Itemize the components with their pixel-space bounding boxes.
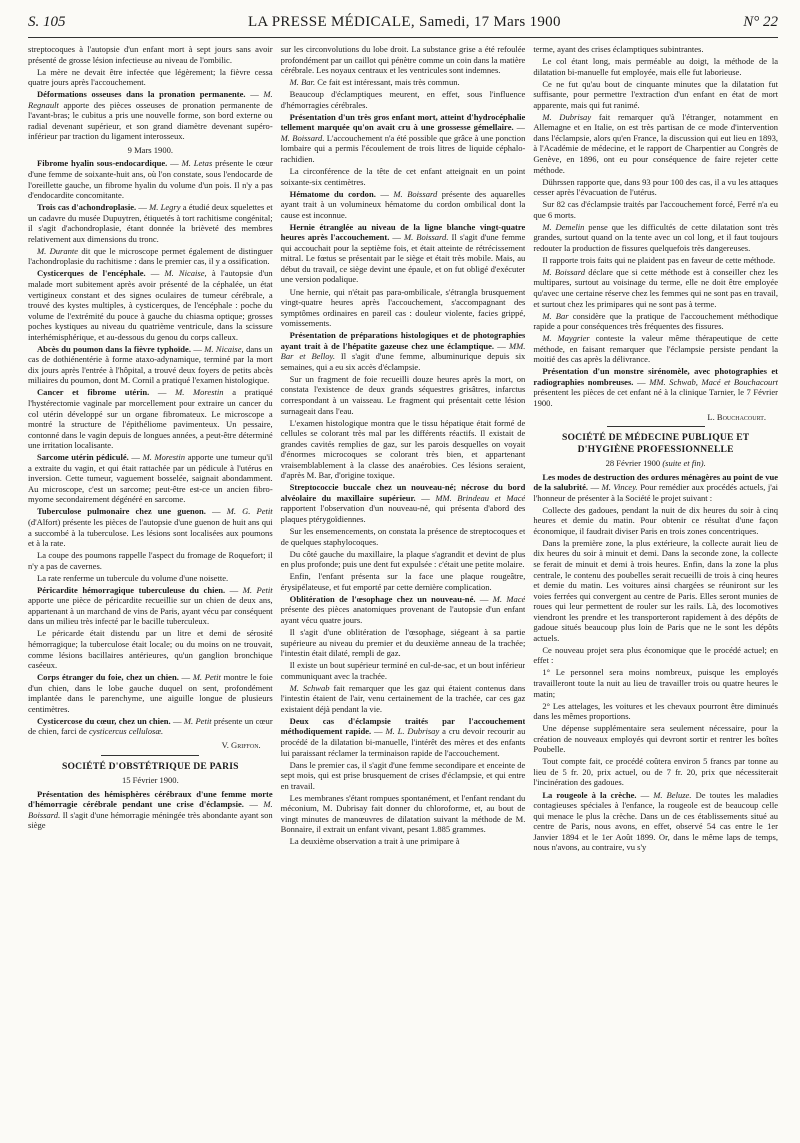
paragraph: Le col étant long, mais perméable au doigt, la méthode de la dilatation bi-manuelle fut employée, mais elle fut laborieuse. (533, 56, 779, 77)
article: Présentation d'un très gros enfant mort, atteint d'hydrocéphalie tellement marquée qu'on avait cru à une grossesse gémellaire. — M. Boissard. L'accouchement n'a été possible que grâce à une ponction lombaire qui a permis l'écoulement de trois litres de liquide céphalo-rachidien. (280, 111, 526, 164)
article-title: Présentation de préparations histologiques et de photographies ayant trait à de l'hépatite gazeuse chez une éclamptique. (280, 330, 526, 351)
column-1 (28, 44, 273, 1133)
signature: L. Bouchacourt. (707, 411, 767, 422)
article-text: présente le cœur d'une femme de soixante-huit ans, où l'on constate, sous l'endocarde de l'oreillette gauche, un fibrome hyalin du volume d'un pois. Il n'y a pas d'endocardite concomitante. (28, 158, 273, 201)
article-text: L'accouchement n'a été possible que grâce à une ponction lombaire qui a permis l'écoulement de trois litres de liquide céphalo-rachidien. (280, 132, 526, 164)
article-text: apporte des pièces osseuses de pronation permanente de l'avant-bras; le cubitus a pris une nouvelle forme, son bord externe ou radial devenant supérieur, et son grand diamètre devenant supéro-inférieur par traction du ligament interosseux. (28, 99, 273, 142)
article-author: M. Boissard. (280, 132, 325, 143)
article-title: Fibrome hyalin sous-endocardique. (37, 158, 168, 169)
paragraph: Les membranes s'étant rompues spontanément, et l'enfant rendant du méconium, M. Dubrisay fait donner du chloroforme, et, au bout de vingt minutes de manœuvres de dilatation suivant la méthode de M. Bonnaire, il extrait un enfant vivant, pesant 1.885 grammes. (280, 792, 526, 835)
paragraph (281, 683, 526, 715)
paragraph: Du côté gauche du maxillaire, la plaque s'agrandit et devint de plus en plus profonde; puis une dent fut expulsée : c'était une petite molaire. (280, 548, 526, 570)
article-title: La rougeole à la crèche. (542, 789, 637, 800)
article-text: (d'Alfort) présente les pièces de l'autopsie d'une guenon de huit ans qui a succombé à la tuberculose. Les lésions sont localisées aux poumons et à la rate. (28, 517, 273, 549)
article-author: M. Maygrier (542, 333, 590, 344)
paragraph: Sur un fragment de foie recueilli douze heures après la mort, on constata l'existence de deux grands séquestres grisâtres, infarctus correspondant à un vaisseau. Le fragment qui présentait cette lésion surnageait dans l'eau. (280, 373, 526, 416)
article-author: M. Petit (242, 584, 273, 595)
article-author: M. Boissard (393, 188, 438, 199)
article-title: Sarcome utérin pédiculé. (37, 452, 129, 463)
paragraph: 2° Les attelages, les voitures et les chevaux pourront être diminués dans les mêmes proportions. (533, 700, 779, 722)
article-text: pense que les difficultés de cette dilatation sont très grandes, surtout quand on la tente avec un col long, et il faut toujours redouter la production de fissures quelquefois très dangereuses. (533, 221, 779, 253)
article-title: Péricardite hémorragique tuberculeuse du chien. (37, 584, 226, 595)
paragraph: La deuxième observation a trait à une primipare à (289, 836, 460, 847)
header-rule (28, 37, 778, 38)
article: Hématome du cordon. — M. Boissard présente des aquarelles ayant trait à un volumineux hématome du cordon ombilical dont la cause est inconnue. (280, 188, 526, 220)
article: Trois cas d'achondroplasie. — M. Legry a étudié deux squelettes et un cadavre du musée Dupuytren, étiquetés à tort rachitisme congénital; il s'agit d'achondroplasie, étant donnée la brièveté des membres relativement aux dimensions du tronc. (28, 202, 273, 244)
article: Péricardite hémorragique tuberculeuse du chien. — M. Petit apporte une pièce de péricardite recueillie sur un chien de deux ans, appartenant à un marchand de vins de Paris, ayant vécu par conséquent dans un milieu très infecté par le bacille tuberculeux. (28, 584, 273, 627)
article-author: M. Schwab (289, 682, 330, 693)
article-text: déclare que si cette méthode est à conseiller chez les multipares, surtout au voisinage du terme, elle ne doit être employée qu'avec une certaine réserve chez les femmes qui ne sont pas en travail, et surtout chez les primipares qui ne sont pas à terme. (533, 266, 779, 309)
article-text: Il s'agit d'une femme qui accouchait pour la septième fois, et était atteinte de rétrécissement mitral. Le fœtus se présentait par le siège et était très mobile. Mais, au début du travail, ce siège devint une épaule, et on fut obligé d'exécuter une version podalique. (280, 232, 526, 285)
paragraph (28, 246, 273, 267)
article-author: MM. Bar et Belloy. (280, 340, 526, 362)
article-author: M. Boissard (542, 266, 585, 277)
article-author: M. L. Dubrisay (385, 726, 440, 737)
paragraph: Une dépense supplémentaire sera seulement nécessaire, pour la création de nouveaux employés qui devront sortir et rentrer les boîtes Poubelle. (533, 723, 779, 755)
article-author: MM. Brindeau et Macé (435, 492, 526, 503)
article-text: considère que la pratique de l'accouchement méthodique rapide a pour conséquences très fréquentes des fissures. (533, 310, 779, 332)
session-date-text: 28 Février 1900 (605, 458, 661, 469)
paragraph: Dans le premier cas, il s'agit d'une femme secondipare et enceinte de sept mois, qui est prise brusquement de crises d'éclampsie, et qui entre en travail. (280, 759, 526, 791)
page-number: S. 105 (28, 14, 66, 30)
paragraph: La mère ne devait être infectée que légèrement; la fièvre cessa quatre jours après l'accouchement. (28, 66, 273, 88)
article: Présentation d'un monstre sirénomèle, avec photographies et radiographies nombreuses. — MM. Schwab, Macé et Bouchacourt présentent les pièces de cet enfant né à la clinique Tarnier, le 7 Février 1900. (533, 366, 779, 408)
article-title: Cancer et fibrome utérin. (37, 387, 150, 398)
article: Cancer et fibrome utérin. — M. Morestin a pratiqué l'hystérectomie vaginale par morcellement pour extraire un cancer du col utérin développé sur un organe fibromateux. Le microscope a montré la structure de l'épithéliome pavimenteux. Un pessaire, contonné dans le vagin depuis de longues années, a peut-être déterminé une irritation localisante. (28, 387, 273, 451)
paragraph: Sur les ensemencements, on constata la présence de streptocoques et de quelques staphylocoques. (280, 526, 526, 547)
article-title: Cysticercose du cœur, chez un chien. (37, 715, 171, 726)
article-text: De toutes les maladies contagieuses spéciales à l'enfance, la rougeole est de beaucoup celle qui menace le plus la crèche. Dans un de ces établissements situé au centre de Paris, nous avons, en effet, observé 54 cas entre le 1er Janvier 1894 et le 1er Août 1899. Or, dans le même laps de temps, nous n'avons, au contraire, vu s'y (533, 789, 779, 853)
paragraph: sur les circonvolutions du lobe droit. La substance grise a été refoulée profondément par un caillot qui pénètre comme un coin dans la matière cérébrale. Les noyaux centraux et les ventricules sont indemnes. (280, 44, 526, 76)
article-text: Pour remédier aux procédés actuels, j'ai l'honneur de présenter à la Société le projet suivant : (533, 482, 778, 503)
article: Tuberculose pulmonaire chez une guenon. — M. G. Petit (d'Alfort) présente les pièces de l'autopsie d'une guenon de huit ans qui a succombé à la tuberculose. Les lésions sont localisées aux poumons et à la rate. (28, 506, 273, 549)
article-text: dit que le microscope permet également de distinguer l'achondroplasie du rachitisme : dans le premier cas, il y a ossification. (28, 245, 273, 267)
article-title: Hématome du cordon. (289, 188, 376, 199)
article-author: M. G. Petit (226, 506, 273, 517)
article: Sarcome utérin pédiculé. — M. Morestin apporte une tumeur qu'il a extraite du vagin, et qui était rattachée par un pédicule à l'utérus en inversion. Cette tumeur, vaguement bosselée, saignait abondamment. Au microscope, c'est un sarcome; peut-être est-ce un ancien fibro-myome secondairement dégénéré en sarcome. (28, 452, 273, 505)
paragraph: 1° Le personnel sera moins nombreux, puisque les employés travailleront toute la nuit au lieu de travailler trois ou quatre heures le matin; (533, 667, 779, 699)
article-title: Oblitération de l'œsophage chez un nouveau-né. (289, 593, 476, 604)
article-author: M. Macé (492, 593, 526, 604)
article-author: M. Petit (192, 672, 221, 683)
paragraph: Dührssen rapporte que, dans 93 pour 100 des cas, il a vu les attaques cesser après l'évacuation de l'utérus. (533, 176, 779, 198)
paragraph (533, 112, 778, 175)
paragraph (533, 222, 778, 254)
article-author: M. Nicaise, (204, 343, 244, 354)
paragraph: La coupe des poumons rappelle l'aspect du fromage de Roquefort; il n'y a pas de cavernes. (28, 550, 273, 571)
journal-title: LA PRESSE MÉDICALE, Samedi, 17 Mars 1900 (247, 14, 561, 30)
article-text: montre le foie d'un chien, dans le lobe gauche duquel on sent, profondément implantée dans le parenchyme, une aiguille longue de plusieurs centimètres. (28, 672, 273, 714)
paragraph: Ce ne fut qu'au bout de cinquante minutes que la dilatation fut suffisante, pour permettre l'extraction d'un enfant en état de mort apparente, mais qui fut ranimé. (533, 78, 779, 110)
article: Présentation des hémisphères cérébraux d'une femme morte d'hémorragie cérébrale pendant une crise d'éclampsie. — M. Boissard. Il s'agit d'une hémorragie méningée très abondante ayant son siège (28, 788, 273, 831)
paragraph: Il rapporte trois faits qui ne plaident pas en faveur de cette méthode. (542, 254, 776, 265)
column-3 (533, 44, 778, 1133)
issue-number: N° 22 (743, 14, 778, 30)
article-text: fait remarquer qu'à l'étranger, notamment en Allemagne et en Italie, on est très partisan de ce mode d'intervention dans l'éclampsie, alors qu'en France, la discussion qui eut lieu en 1893, à l'Académie de médecine, et le rapport de Charpentier au Congrès de Genève, en 1896, ont eu pour conséquence de faire rejeter cette méthode. (533, 111, 779, 175)
article-text: a cru devoir recourir au procédé de la dilatation bi-manuelle, l'intérêt des mères et des enfants lui paraissant réclamer la terminaison rapide de l'accouchement. (280, 726, 526, 758)
article-text-italic: cysticercus cellulosæ. (88, 726, 164, 737)
article-text: a étudié deux squelettes et un cadavre du musée Dupuytren, étiquetés à tort rachitisme congénital; il s'agit d'achondroplasie, étant donnée la brièveté des membres relativement aux dimensions du tronc. (28, 202, 273, 244)
article-author: M. Morestin (142, 452, 186, 463)
article: Déformations osseuses dans la pronation permanente. — M. Regnault apporte des pièces osseuses de pronation permanente de l'avant-bras; le cubitus a pris une nouvelle forme, son bord externe ou radial devenant supérieur, et son grand diamètre devenant supéro-inférieur par traction du ligament interosseux. (28, 89, 273, 142)
article-author: M. Regnault (28, 89, 273, 110)
paragraph: Il existe un bout supérieur terminé en cul-de-sac, et un bout inférieur communiquant avec la trachée. (280, 660, 526, 681)
paragraph: Collecte des gadoues, pendant la nuit de dix heures du soir à cinq heures et demie du matin. Pour obtenir ce résultat d'une façon économique, il faudrait diviser Paris en trois zones concentriques. (533, 504, 779, 536)
article-text: fait remarquer que les gaz qui étaient contenus dans l'intestin étaient de l'air, venu certainement de la trachée, car ces gaz existaient déjà pendant la vie. (280, 682, 526, 714)
session-date: 9 Mars 1900. (127, 144, 173, 155)
article-title: Hernie étranglée au niveau de la ligne blanche vingt-quatre heures après l'accouchement. (280, 221, 526, 243)
article-author: M. Boissard. (28, 799, 273, 820)
article-title: Deux cas d'éclampsie traités par l'accouchement méthodiquement rapide. (280, 715, 526, 737)
article-title: Présentation d'un très gros enfant mort, atteint d'hydrocéphalie tellement marquée qu'on avait cru à une grossesse gémellaire. (280, 111, 526, 133)
article-author: M. Demelin (542, 221, 585, 232)
paragraph: Ce nouveau projet sera plus économique que le procédé actuel; en effet : (533, 644, 779, 666)
article-author: M. Durante (37, 245, 79, 256)
article-text: apporte une pièce de péricardite recueillie sur un chien de deux ans, appartenant à un marchand de vins de Paris, ayant vécu par conséquent dans un milieu très infecté par le bacille tuberculeux. (28, 595, 273, 627)
article-text: à l'autopsie d'un malade mort subitement après avoir présenté de la céphalée, un état vertigineux constant et des signes oculaires de tumeur cérébrale, a trouvé des kystes multiples, à cysticerques, de l'encéphale : poche du volume de l'extrémité du pouce à gauche du chiasma optique; grosses poches kystiques au niveau du quatrième ventricule, dans la scissure interhémisphérique, et au-dessous du genou du corps calleux. (28, 268, 273, 342)
article-title: Corps étranger du foie, chez un chien. (37, 672, 179, 683)
article-text: dans un cas de dothiénentérie à forme ataxo-adynamique, terminé par la mort dix jours après l'entrée à l'hôpital, a trouvé deux foyers de petits abcès miliaires du poumon, dont M. Cornil a pratiqué l'examen histologique. (28, 343, 273, 386)
paragraph: terme, ayant des crises éclamptiques subintrantes. (533, 44, 704, 54)
article-author: M. Boissard. (403, 232, 449, 243)
paragraph: streptocoques à l'autopsie d'un enfant mort à sept jours sans avoir présenté de grosse lésion infectieuse au niveau de l'ombilic. (28, 44, 273, 65)
paragraph (533, 311, 778, 332)
paragraph: Le péricarde était distendu par un litre et demi de sérosité hémorragique; la tuberculose était locale; ou du moins on ne trouvait, comme lésions bacillaires antérieures, qu'un ganglion bronchique caséeux. (28, 628, 273, 671)
article-author: M. Legry (149, 202, 181, 213)
column-2 (281, 44, 526, 1133)
article-text: Il s'agit d'une hémorragie méningée très abondante ayant son siège (28, 809, 273, 831)
page-header (28, 14, 778, 36)
article-title: Présentation d'un monstre sirénomèle, avec photographies et radiographies nombreuses. (533, 366, 779, 387)
article: Cysticerques de l'encéphale. — M. Nicaise, à l'autopsie d'un malade mort subitement après avoir présenté de la céphalée, un état vertigineux constant et des signes oculaires de tumeur cérébrale, a trouvé des kystes multiples, à cysticerques, de l'encéphale : poche du volume de l'extrémité du pouce à gauche du chiasma optique; grosses poches kystiques au niveau du quatrième ventricule, dans la scissure interhémisphérique, et au-dessous du genou du corps calleux. (28, 268, 273, 342)
paragraph (281, 77, 526, 88)
paragraph: Il s'agit d'une oblitération de l'œsophage, siégeant à sa partie supérieure au niveau du premier et du deuxième anneau de la trachée; l'intestin était dilaté, rempli de gaz. (280, 626, 526, 659)
article-author: M. Nicaise, (164, 268, 207, 279)
article: Deux cas d'éclampsie traités par l'accouchement méthodiquement rapide. — M. L. Dubrisay a cru devoir recourir au procédé de la dilatation bi-manuelle, l'intérêt des mères et des enfants lui paraissant réclamer la terminaison rapide de l'accouchement. (280, 715, 526, 758)
article-text: a pratiqué l'hystérectomie vaginale par morcellement pour extraire un cancer du col utérin développé sur un organe fibromateux. Le microscope a montré la structure de l'épithéliome pavimenteux. Un pessaire, contonné dans le vagin depuis de longues années, a peut-être déterminé une irritation localisante. (28, 387, 273, 451)
article: Abcès du poumon dans la fièvre typhoïde. — M. Nicaise, dans un cas de dothiénentérie à forme ataxo-adynamique, terminé par la mort dix jours après l'entrée à l'hôpital, a trouvé deux foyers de petits abcès miliaires du poumon, dont M. Cornil a pratiqué l'examen histologique. (28, 343, 273, 386)
article-title: Déformations osseuses dans la pronation permanente. (37, 89, 246, 100)
article-text: Ce fait est intéressant, mais très commun. (317, 77, 460, 88)
paragraph: La circonférence de la tête de cet enfant atteignait en un point soixante-six centimètres. (280, 166, 526, 187)
article-text: présentent les pièces de cet enfant né à la clinique Tarnier, le 7 Février 1900. (533, 387, 779, 408)
article-title: Abcès du poumon dans la fièvre typhoïde. (37, 343, 191, 354)
article: Hernie étranglée au niveau de la ligne blanche vingt-quatre heures après l'accouchement. — M. Boissard. Il s'agit d'une femme qui accouchait pour la septième fois, et était atteinte de rétrécissement mitral. Le fœtus se présentait par le siège et était très mobile. Mais, au début du travail, ce siège devint une épaule, et on fut obligé d'exécuter une version podalique. (280, 221, 526, 285)
article: Streptococcie buccale chez un nouveau-né; nécrose du bord alvéolaire du maxillaire supérieur. — MM. Brindeau et Macé rapportent l'observation d'un nouveau-né, qui présenta d'abord des plaques ptérygoïdiennes. (280, 482, 526, 525)
article-text: présente un cœur de chien, farci de (28, 715, 273, 737)
article-author: M. Bar (542, 310, 569, 321)
session-date: 15 Février 1900. (121, 775, 179, 785)
article-title: Les modes de destruction des ordures ménagères au point de vue de la salubrité. (533, 471, 779, 493)
article-text: présente des aquarelles ayant trait à un volumineux hématome du cordon ombilical dont la cause est inconnue. (280, 188, 526, 220)
society-title: SOCIÉTÉ D'OBSTÉTRIQUE DE PARIS (61, 760, 239, 772)
society-title: SOCIÉTÉ DE MÉDECINE PUBLIQUE ET D'HYGIÈNE PROFESSIONNELLE (561, 432, 750, 455)
article-text: présente des pièces anatomiques provenant de l'autopsie d'un enfant ayant vécu quatre jours. (280, 604, 526, 625)
paragraph: Une hernie, qui n'était pas para-ombilicale, s'étrangla brusquement vingt-quatre heures après l'accouchement, s'accompagnant des symptômes ordinaires en pareil cas : douleur violente, facies grippé, vomissements. (280, 286, 526, 329)
article-title: Cysticerques de l'encéphale. (37, 268, 146, 279)
article-text: Il s'agit d'une femme, albuminurique depuis six semaines, qui a eu six accès d'éclampsie. (280, 351, 526, 372)
article-text: rapportent l'observation d'un nouveau-né, qui présenta d'abord des plaques ptérygoïdiennes. (280, 503, 526, 525)
article-text: conteste la valeur même thérapeutique de cette méthode, en faisant remarquer que l'éclampsie persiste pendant la moitié des cas après la délivrance. (533, 333, 779, 365)
article-author: M. Vincey. (601, 482, 638, 493)
article-title: Streptococcie buccale chez un nouveau-né; nécrose du bord alvéolaire du maxillaire supérieur. (280, 482, 526, 503)
paragraph (533, 267, 778, 309)
paragraph (533, 333, 778, 365)
article-author: M. Dubrisay (542, 111, 592, 122)
paragraph: Enfin, l'enfant présenta sur la face une plaque rougeâtre, érysipélateuse, et fut emporté par cette dernière complication. (280, 571, 526, 592)
session-date (533, 458, 778, 469)
paragraph: Tout compte fait, ce procédé coûtera environ 5 francs par tonne au lieu de 5 fr. 20, prix actuel, ou de 7 fr. 20, prix que nécessiterait l'incinération des gadoues. (533, 756, 779, 788)
article-title: Trois cas d'achondroplasie. (37, 202, 137, 213)
article-author: MM. Schwab, Macé et Bouchacourt (649, 376, 779, 387)
paragraph: Sur 82 cas d'éclampsie traités par l'accouchement forcé, Ferré n'a eu que 6 morts. (533, 199, 779, 220)
article-author: M. Petit (183, 715, 212, 726)
article: Corps étranger du foie, chez un chien. — M. Petit montre le foie d'un chien, dans le lobe gauche duquel on sent, profondément implantée dans le parenchyme, une aiguille longue de plusieurs centimètres. (28, 672, 273, 714)
section-rule (607, 426, 705, 427)
article-author: M. Bar. (289, 77, 316, 88)
article: Fibrome hyalin sous-endocardique. — M. Letas présente le cœur d'une femme de soixante-huit ans, où l'on constate, sous l'endocarde de l'oreillette gauche, un fibrome hyalin du volume d'un pois. Il n'y a pas d'endocardite concomitante. (28, 158, 273, 201)
paragraph: Beaucoup d'éclamptiques meurent, en effet, sous l'influence d'hémorragies cérébrales. (280, 89, 526, 110)
article: Les modes de destruction des ordures ménagères au point de vue de la salubrité. — M. Vincey. Pour remédier aux procédés actuels, j'ai l'honneur de présenter à la Société le projet suivant : (533, 471, 779, 503)
paragraph: L'examen histologique montra que le tissu hépatique était formé de cellules se colorant très mal par les différents réactifs. Il existait de grandes cavités remplies de gaz, sur les parois desquelles on voyait d'énormes microcoques se colorant très bien, et appartenant vraisemblablement à la classe des anaérobies. Ces lésions seraient, d'après M. Bar, d'origine toxique. (280, 417, 526, 481)
article-author: M. Morestin (175, 387, 224, 398)
article: La rougeole à la crèche. — M. Beluze. De toutes les maladies contagieuses spéciales à l'enfance, la rougeole est de beaucoup celle qui menace le plus la crèche. Dans un de ces établissements situé au centre de Paris, nous avons, en effet, observé 54 cas entre le 1er Janvier 1894 et le 1er Août 1899. Or, dans le même laps de temps, nous n'avons, au contraire, vu s'y (533, 789, 779, 853)
signature: V. Griffon. (221, 739, 261, 750)
article: Cysticercose du cœur, chez un chien. — M. Petit présente un cœur de chien, farci de cysticercus cellulosæ. (28, 715, 273, 737)
article: Présentation de préparations histologiques et de photographies ayant trait à de l'hépatite gazeuse chez une éclamptique. — MM. Bar et Belloy. Il s'agit d'une femme, albuminurique depuis six semaines, qui a eu six accès d'éclampsie. (280, 330, 526, 372)
session-date-suffix: (suite et fin). (662, 458, 706, 469)
article-author: M. Beluze. (653, 789, 692, 800)
article-text: apporte une tumeur qu'il a extraite du vagin, et qui était rattachée par un pédicule à l'utérus en inversion. Cette tumeur, vaguement bosselée, saignait abondamment. Au microscope, c'est un sarcome; peut-être est-ce un ancien fibro-myome secondairement dégénéré en sarcome. (28, 452, 273, 505)
section-rule (101, 755, 199, 756)
article-title: Tuberculose pulmonaire chez une guenon. (37, 506, 206, 517)
paragraph: Dans la première zone, la plus extérieure, la collecte aurait lieu de dix heures du soir à minuit et demi. Dans la seconde zone, la collecte se ferait de minuit et demi à trois heures. Enfin, dans la zone la plus centrale, le contenu des poubelles serait recueilli de trois à cinq heures et demie du matin. Les voitures ainsi chargées se réuniront sur les voies ferrées qui convergent au centre de Paris. Elles seront munies de roues qui leur permettent de rouler sur les rails. Là, des locomotives viendront les prendre et les transporteront rapidement à des dépôts de gadoue situés beaucoup plus loin de Paris que ne le sont les dépôts actuels. (533, 537, 779, 643)
article-title: Présentation des hémisphères cérébraux d'une femme morte d'hémorragie cérébrale pendant une crise d'éclampsie. (28, 788, 273, 810)
columns (28, 44, 778, 1133)
paragraph: La rate renferme un tubercule du volume d'une noisette. (37, 572, 229, 583)
article: Oblitération de l'œsophage chez un nouveau-né. — M. Macé présente des pièces anatomiques provenant de l'autopsie d'un enfant ayant vécu quatre jours. (280, 593, 526, 625)
article-author: M. Letas (181, 158, 213, 169)
